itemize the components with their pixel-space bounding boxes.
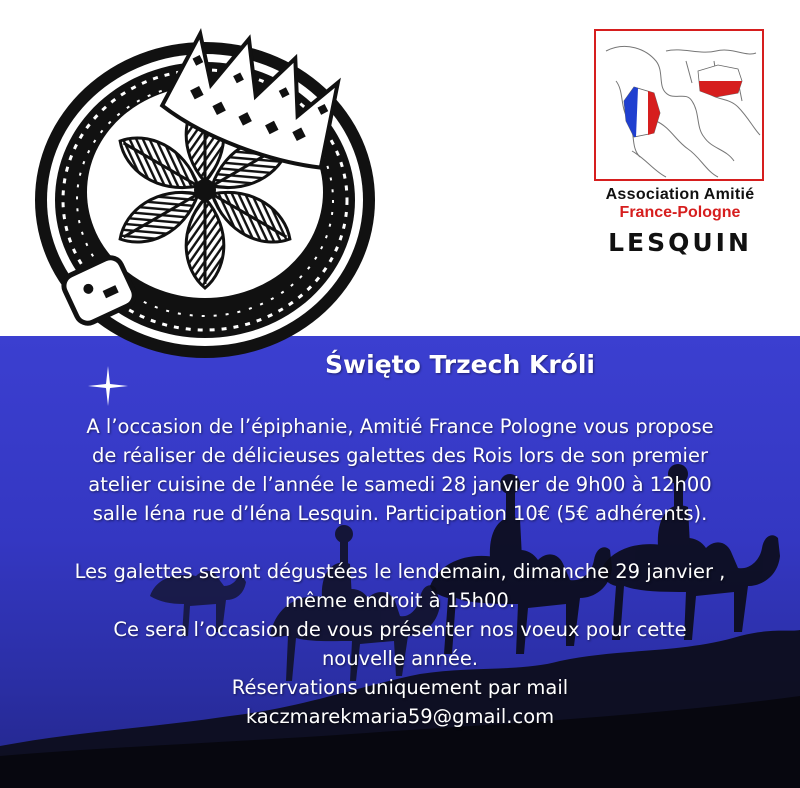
description-line: de réaliser de délicieuses galettes des Rois lors de son premier bbox=[92, 444, 708, 467]
contact-email[interactable]: kaczmarekmaria59@gmail.com bbox=[245, 705, 555, 728]
logo-city-label: LESQUIN bbox=[608, 228, 752, 257]
description-line: atelier cuisine de l’année le samedi 28 janvier de 9h00 à 12h00 bbox=[88, 473, 712, 496]
description-line: salle Iéna rue d’Iéna Lesquin. Participation 10€ (5€ adhérents). bbox=[92, 502, 708, 525]
galette-crown-icon bbox=[30, 0, 450, 380]
reservation-line: Réservations uniquement par mail bbox=[231, 676, 569, 699]
logo-country-label: France-Pologne bbox=[619, 204, 741, 221]
star-sparkle-icon bbox=[88, 366, 128, 406]
description-line: même endroit à 15h00. bbox=[284, 589, 516, 612]
description-line: nouvelle année. bbox=[321, 647, 479, 670]
europe-map-icon bbox=[596, 31, 762, 179]
association-logo-map bbox=[594, 29, 764, 181]
description-line: A l’occasion de l’épiphanie, Amitié France Pologne vous propose bbox=[86, 415, 714, 438]
logo-association-label: Association Amitié bbox=[605, 186, 755, 203]
event-title: Święto Trzech Króli bbox=[325, 350, 595, 379]
logo-text bbox=[560, 186, 800, 257]
event-description bbox=[0, 412, 800, 731]
description-line: Ce sera l’occasion de vous présenter nos voeux pour cette bbox=[113, 618, 687, 641]
paragraph-gap bbox=[0, 528, 800, 557]
description-line: Les galettes seront dégustées le lendemain, dimanche 29 janvier , bbox=[74, 560, 726, 583]
